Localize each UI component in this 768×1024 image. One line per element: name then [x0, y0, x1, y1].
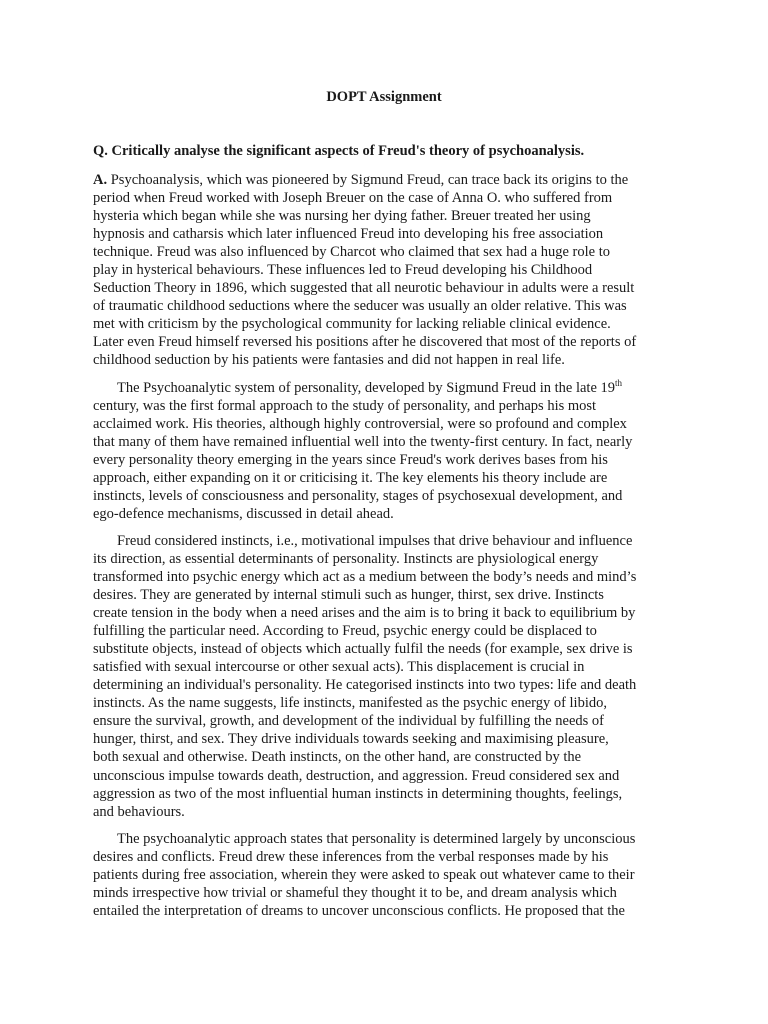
paragraph-line: minds irrespective how trivial or shameful they thought it to be, and dream analysis which	[93, 884, 617, 901]
paragraph-line: both sexual and otherwise. Death instincts, on the other hand, are constructed by the	[93, 749, 582, 766]
paragraph-line: ensure the survival, growth, and development of the individual by fulfilling the needs of	[93, 713, 605, 730]
paragraph-line: Later even Freud himself reversed his positions after he discovered that most of the reports of	[93, 334, 637, 351]
document-title: DOPT Assignment	[326, 89, 442, 105]
paragraph-line: The Psychoanalytic system of personality, developed by Sigmund Freud in the late 19	[117, 379, 616, 396]
question-heading: Q. Critically analyse the significant aspects of Freud's theory of psychoanalysis.	[93, 143, 585, 159]
paragraph-line: childhood seduction by his patients were fantasies and did not happen in real life.	[93, 352, 565, 369]
paragraph-line: technique. Freud was also influenced by Charcot who claimed that sex had a huge role to	[93, 244, 611, 261]
paragraph-line: and behaviours.	[93, 803, 185, 820]
paragraph-4	[93, 830, 673, 920]
paragraph-line: desires and conflicts. Freud drew these inferences from the verbal responses made by his	[93, 848, 609, 865]
paragraph-line: instincts, levels of consciousness and personality, stages of psychosexual development, and	[93, 487, 623, 504]
paragraph-line: play in hysterical behaviours. These influences led to Freud developing his Childhood	[93, 262, 593, 279]
paragraph-line: hunger, thirst, and sex. They drive individuals towards seeking and maximising pleasure,	[93, 731, 609, 748]
paragraph-line: substitute objects, instead of objects which actually fulfil the needs (for example, sex drive is	[93, 641, 633, 658]
paragraph-line: period when Freud worked with Joseph Breuer on the case of Anna O. who suffered from	[93, 190, 613, 207]
superscript-th: th	[615, 377, 623, 388]
paragraph-line: its direction, as essential determinants of personality. Instincts are physiological energy	[93, 550, 599, 567]
paragraph-line: unconscious impulse towards death, destruction, and aggression. Freud considered sex and	[93, 767, 620, 784]
paragraph-2	[93, 379, 673, 523]
answer-body	[93, 171, 673, 929]
paragraph-line: Freud considered instincts, i.e., motivational impulses that drive behaviour and influence	[117, 532, 633, 549]
paragraph-line: ego-defence mechanisms, discussed in detail ahead.	[93, 505, 394, 522]
paragraph-line: century, was the first formal approach to the study of personality, and perhaps his most	[93, 397, 597, 414]
paragraph-line: that many of them have remained influential well into the twenty-first century. In fact, nearly	[93, 433, 633, 450]
paragraph-line: approach, either expanding on it or criticising it. The key elements his theory include are	[93, 469, 608, 486]
paragraph-line: instincts. As the name suggests, life instincts, manifested as the psychic energy of libido,	[93, 695, 607, 712]
paragraph-line: desires. They are generated by internal stimuli such as hunger, thirst, sex drive. Instincts	[93, 587, 604, 604]
paragraph-line: hysteria which began while she was nursing her dying father. Breuer treated her using	[93, 208, 591, 225]
paragraph-line: The psychoanalytic approach states that personality is determined largely by unconscious	[117, 830, 636, 847]
paragraph-line: determining an individual's personality. He categorised instincts into two types: life and death	[93, 677, 637, 694]
paragraph-line: satisfied with sexual intercourse or other sexual acts). This displacement is crucial in	[93, 659, 585, 676]
paragraph-line: patients during free association, wherein they were asked to speak out whatever came to their	[93, 866, 635, 883]
paragraph-line: met with criticism by the psychological community for lacking reliable clinical evidence.	[93, 316, 611, 333]
paragraph-line: Seduction Theory in 1896, which suggested that all neurotic behaviour in adults were a result	[93, 280, 635, 297]
paragraph-line: entailed the interpretation of dreams to uncover unconscious conflicts. He proposed that the	[93, 902, 625, 919]
paragraph-line: every personality theory emerging in the years since Freud's work derives bases from his	[93, 451, 608, 468]
paragraph-line: of traumatic childhood seductions where the seducer was usually an older relative. This was	[93, 298, 627, 315]
answer-label: A.	[93, 172, 108, 188]
paragraph-line: fulfilling the particular need. According to Freud, psychic energy could be displaced to	[93, 623, 597, 640]
paragraph-line: Psychoanalysis, which was pioneered by Sigmund Freud, can trace back its origins to the	[107, 172, 629, 188]
paragraph-line: transformed into psychic energy which act as a medium between the body’s needs and mind’s	[93, 568, 637, 585]
paragraph-line: create tension in the body when a need arises and the aim is to bring it back to equilibrium by	[93, 605, 636, 622]
paragraph-line: acclaimed work. His theories, although highly controversial, were so profound and complex	[93, 415, 627, 432]
paragraph-line: hypnosis and catharsis which later influenced Freud into developing his free association	[93, 226, 604, 243]
paragraph-1	[93, 171, 673, 370]
paragraph-3	[93, 532, 673, 821]
paragraph-line: aggression as two of the most influential human instincts in determining thoughts, feelings,	[93, 785, 623, 802]
